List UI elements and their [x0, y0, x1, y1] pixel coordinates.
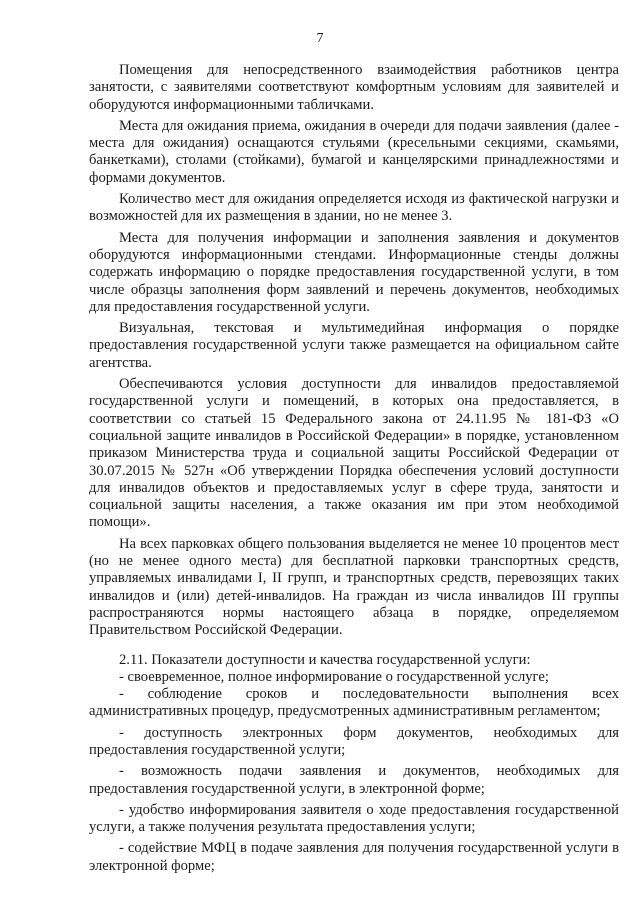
paragraph-parking: На всех парковках общего пользования выделяется не менее 10 процентов мест (но не менее одного места) для бесплатной парковки транспортных средств, управляемых инвалидами I, II групп, и транспортных средств, перевозящих таких инвалидов и (или) детей-инвалидов. На граждан из числа инвалидов III группы распространяются нормы настоящего абзаца в порядке, определяемом Правительством Российской Федерации.	[89, 535, 619, 639]
list-item: - доступность электронных форм документов, необходимых для предоставления государственной услуги;	[89, 724, 619, 758]
paragraph-accessibility: Обеспечиваются условия доступности для инвалидов предоставляемой государственной услуги и помещений, в которых она предоставляется, в соответствии со статьей 15 Федерального закона от 24.11.95 № 181-ФЗ «О социальной защите инвалидов в Российской Федерации» в порядке, установленном приказом Министерства труда и социальной защиты Российской Федерации от 30.07.2015 № 527н «Об утверждении Порядка обеспечения условий доступности для инвалидов объектов и предоставляемых услуг в сфере труда, занятости и социальной защиты населения, а также оказания им при этом необходимой помощи».	[89, 376, 619, 531]
list-item: - удобство информирования заявителя о ходе предоставления государственной услуги, а также получения результата предоставления услуги;	[89, 801, 619, 836]
list-item: - своевременное, полное информирование о государственной услуге;	[119, 668, 549, 685]
paragraph-waiting-places: Места для ожидания приема, ожидания в очереди для подачи заявления (далее - места для ожидания) оснащаются стульями (кресельными секциями, скамьями, банкетками), столами (стойками), бумагой и канцелярскими принадлежностями и формами документов.	[89, 117, 619, 186]
paragraph-info-stands: Места для получения информации и заполнения заявления и документов оборудуются информационными стендами. Информационные стенды должны содержать информацию о порядке предоставления государственной услуги, в том числе образцы заполнения форм заявлений и перечень документов, необходимых для предоставления государственной услуги.	[89, 229, 619, 315]
list-item: - соблюдение сроков и последовательности выполнения всех административных процедур, предусмотренных административным регламентом;	[89, 686, 619, 720]
list-item: - содействие МФЦ в подаче заявления для получения государственной услуги в электронной форме;	[89, 840, 619, 874]
paragraph-multimedia-info: Визуальная, текстовая и мультимедийная информация о порядке предоставления государственной услуги также размещается на официальном сайте агентства.	[89, 320, 619, 371]
list-item: - возможность подачи заявления и документов, необходимых для предоставления государственной услуги, в электронной форме;	[89, 763, 619, 797]
page-number: 7	[316, 31, 324, 46]
paragraph-waiting-count: Количество мест для ожидания определяется исходя из фактической нагрузки и возможностей для их размещения в здании, но не менее 3.	[89, 191, 619, 225]
document-body	[89, 62, 619, 875]
paragraph-premises: Помещения для непосредственного взаимодействия работников центра занятости, с заявителями соответствуют комфортным условиям для заявителей и оборудуются информационными табличками.	[89, 62, 619, 113]
section-heading-2-11: 2.11. Показатели доступности и качества государственной услуги:	[119, 651, 531, 668]
